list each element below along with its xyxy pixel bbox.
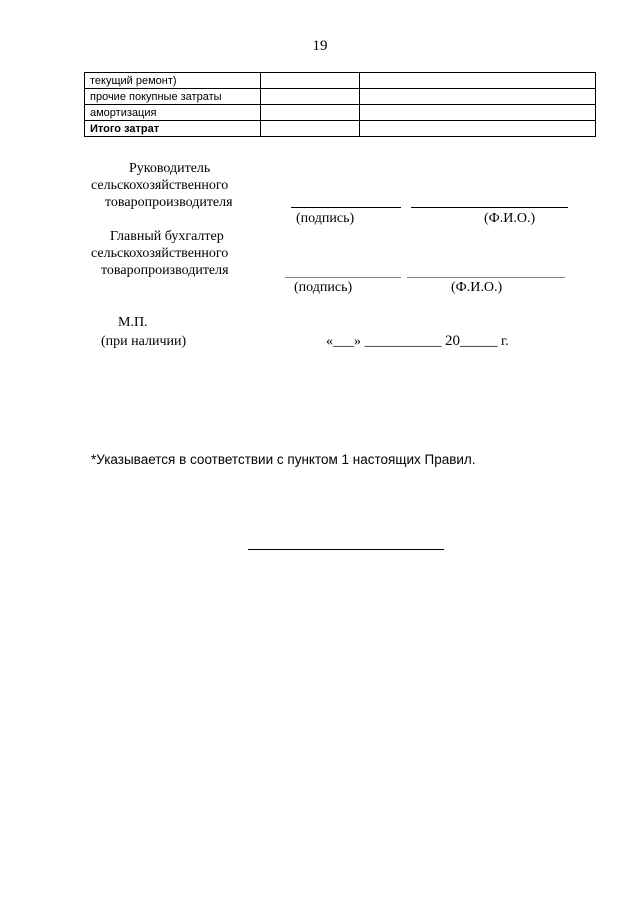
row-cell bbox=[360, 121, 596, 137]
row-cell bbox=[360, 73, 596, 89]
date-line bbox=[326, 333, 509, 350]
end-divider bbox=[248, 549, 444, 550]
row-cell bbox=[261, 73, 360, 89]
accountant-name-line[interactable] bbox=[407, 277, 565, 278]
table-row bbox=[85, 73, 596, 89]
row-cell bbox=[261, 89, 360, 105]
table-row bbox=[85, 89, 596, 105]
row-cell bbox=[261, 121, 360, 137]
accountant-org-line: сельскохозяйственного bbox=[91, 246, 229, 261]
date-month-blank: ___________ bbox=[364, 334, 442, 349]
head-org-line: товаропроизводителя bbox=[105, 195, 233, 210]
accountant-signature-caption: (подпись) bbox=[294, 280, 353, 295]
accountant-title: Главный бухгалтер bbox=[110, 229, 224, 244]
row-cell bbox=[261, 105, 360, 121]
head-signature-line[interactable] bbox=[291, 207, 401, 208]
head-org-line: сельскохозяйственного bbox=[91, 178, 229, 193]
table-row bbox=[85, 105, 596, 121]
row-label: текущий ремонт) bbox=[85, 73, 261, 89]
cost-table bbox=[84, 72, 596, 137]
accountant-org-line: товаропроизводителя bbox=[101, 263, 229, 278]
head-title: Руководитель bbox=[129, 161, 211, 176]
row-label: прочие покупные затраты bbox=[85, 89, 261, 105]
row-cell bbox=[360, 105, 596, 121]
date-year-blank: 20_____ bbox=[445, 333, 498, 349]
footnote: *Указывается в соответствии с пунктом 1 настоящих Правил. bbox=[91, 452, 476, 467]
row-cell bbox=[360, 89, 596, 105]
date-year-suffix: г. bbox=[501, 334, 509, 349]
row-label: амортизация bbox=[85, 105, 261, 121]
accountant-signature-line[interactable] bbox=[285, 277, 401, 278]
stamp-label: М.П. bbox=[118, 315, 148, 330]
head-name-caption: (Ф.И.О.) bbox=[484, 211, 536, 226]
head-signature-caption: (подпись) bbox=[296, 211, 355, 226]
head-name-line[interactable] bbox=[411, 207, 568, 208]
date-day-blank: «___» bbox=[326, 334, 361, 349]
page-number: 19 bbox=[312, 38, 328, 54]
stamp-note: (при наличии) bbox=[101, 334, 187, 349]
row-label: Итого затрат bbox=[85, 121, 261, 137]
accountant-name-caption: (Ф.И.О.) bbox=[451, 280, 503, 295]
table-row-total bbox=[85, 121, 596, 137]
